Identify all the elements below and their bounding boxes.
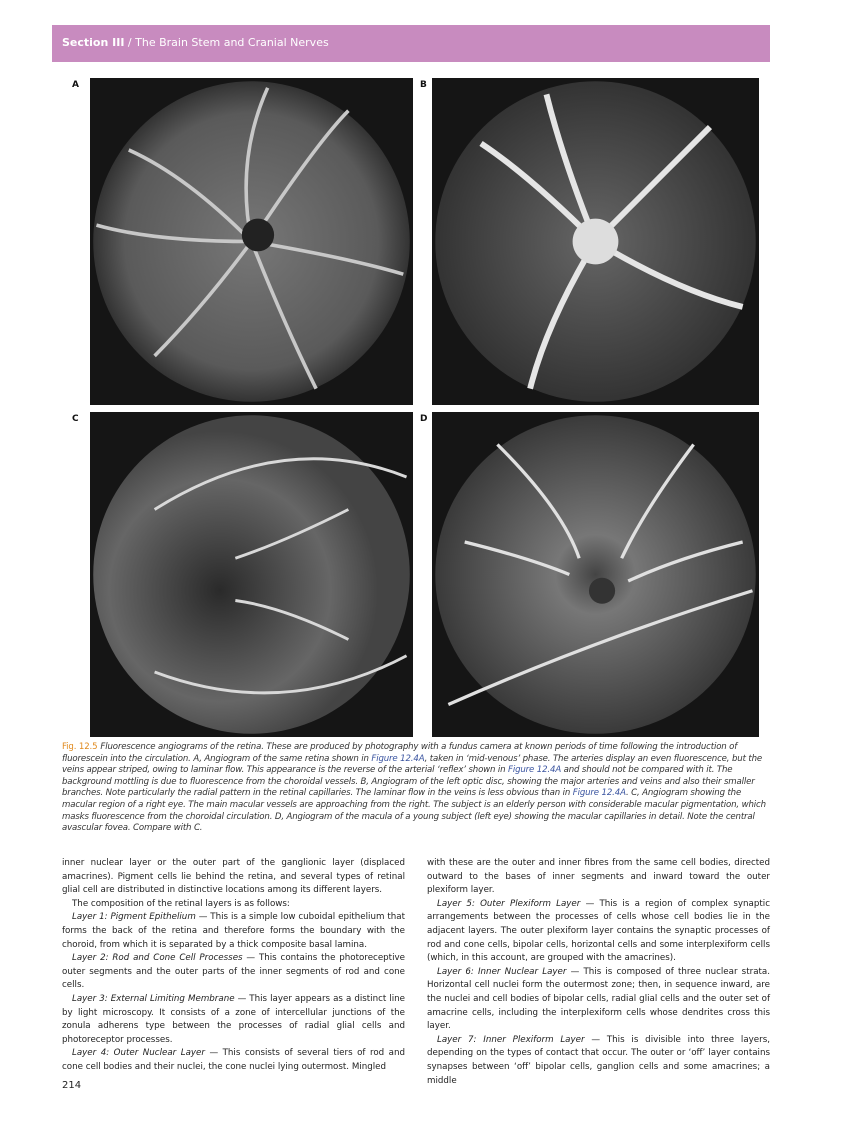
figure-link[interactable]: Figure 12.4A: [371, 753, 425, 764]
layer-title: Layer 4: Outer Nuclear Layer: [72, 1048, 205, 1059]
panel-label-b: B: [420, 80, 427, 90]
angiogram-a: [90, 78, 413, 405]
figure-number: Fig. 12.5: [62, 742, 98, 752]
paragraph-layer-2: [62, 952, 405, 993]
figure-caption: [62, 742, 767, 835]
running-header: [52, 25, 770, 62]
paragraph-layer-6: [427, 966, 770, 1034]
layer-text: — This consists of several tiers of rod and cone cell bodies and their nuclei, the cone nuclei lying outermost. Mingled: [62, 1048, 405, 1072]
layer-text: — This contains the photoreceptive outer segments and the outer parts of the inner segments of rod and cone cells.: [62, 953, 405, 991]
paragraph-layer-5: [427, 898, 770, 966]
panel-label-c: C: [72, 414, 79, 424]
paragraph-layer-1: [62, 911, 405, 952]
paragraph: with these are the outer and inner fibres from the same cell bodies, directed outward to the bases of inner segments and inward toward the outer plexiform layer.: [427, 858, 770, 896]
section-label: Section III: [62, 36, 125, 49]
header-separator: /: [124, 36, 136, 49]
layer-text: — This is a simple low cuboidal epithelium that forms the back of the retina and therefore forms the boundary with the choroid, from which it is separated by a thick composite basal lamina.: [62, 912, 405, 950]
caption-text: . C, Angiogram showing the macular region of a right eye. The main macular vessels are approaching from the right. The subject is an elderly person with considerable macular pigmentation, which masks fluorescence from the choroidal circulation. D, Angiogram of the macula of a young subject (left eye) showing the macular capillaries in detail. Note the central avascular fovea. Compare with C.: [62, 788, 766, 834]
page-number: 214: [62, 1080, 82, 1091]
paragraph: The composition of the retinal layers is as follows:: [72, 898, 290, 909]
paragraph-layer-4: [62, 1047, 405, 1074]
figure-link[interactable]: Figure 12.4A: [572, 788, 626, 799]
layer-text: — This layer appears as a distinct line by light microscopy. It consists of a zone of intercellular junctions of the zonula adherens type between the processes of radial glial cells and photoreceptor processes.: [62, 993, 405, 1045]
paragraph-layer-7: [427, 1034, 770, 1088]
layer-title: Layer 6: Inner Nuclear Layer: [437, 966, 567, 977]
layer-title: Layer 1: Pigment Epithelium: [72, 912, 196, 923]
angiogram-b: [432, 78, 759, 405]
paragraph: inner nuclear layer or the outer part of the ganglionic layer (displaced amacrines). Pigment cells lie behind the retina, and several types of retinal glial cell are distributed in distinctive locations among its different layers.: [62, 858, 405, 896]
figure-link[interactable]: Figure 12.4A: [508, 765, 562, 776]
section-title: The Brain Stem and Cranial Nerves: [135, 36, 329, 49]
layer-title: Layer 7: Inner Plexiform Layer: [437, 1034, 585, 1045]
layer-text: — This is a region of complex synaptic arrangements between the processes of cells whose cell bodies lie in the adjacent layers. The outer plexiform layer contains the synaptic processes of rod and cone cells, bipolar cells, horizontal cells and some interplexiform cells (which, in this account, are grouped with the amacrines).: [427, 898, 770, 964]
angiogram-c: [90, 412, 413, 737]
layer-text: — This is composed of three nuclear strata. Horizontal cell nuclei form the outermost zone; then, in sequence inward, are the nuclei and cell bodies of bipolar cells, radial glial cells and the outer set of amacrine cells, including the interplexiform cells whose dendrites cross this layer.: [427, 966, 771, 1032]
body-column-right: [427, 857, 770, 1088]
caption-text: , taken in ‘mid-venous’ phase. The arteries display an even fluorescence, but the veins appear striped, owing to laminar flow. This appearance is the reverse of the arterial ‘reflex’ shown in: [62, 753, 763, 776]
body-column-left: [62, 857, 405, 1075]
caption-text: and should not be compared with it. The background mottling is due to fluorescence from the choroidal vessels. B, Angiogram of the left optic disc, showing the major arteries and veins and also their smaller branches. Note particularly the radial pattern in the retinal capillaries. The laminar flow in the veins is less obvious than in: [62, 765, 755, 799]
layer-title: Layer 2: Rod and Cone Cell Processes: [72, 953, 243, 964]
angiogram-d: [432, 412, 759, 737]
layer-title: Layer 5: Outer Plexiform Layer: [437, 898, 581, 909]
caption-text: Fluorescence angiograms of the retina. These are produced by photography with a fundus camera at known periods of time following the introduction of fluorescein into the circulation. A, Angiogram of the same retina shown in: [62, 742, 738, 764]
paragraph-layer-3: [62, 993, 405, 1047]
layer-text: — This is divisible into three layers, depending on the types of contact that occur. The outer or ‘off’ layer contains synapses between ‘off’ bipolar cells, ganglion cells and some amacrines; a middle: [427, 1034, 770, 1086]
layer-title: Layer 3: External Limiting Membrane: [72, 993, 235, 1004]
panel-label-d: D: [420, 414, 428, 424]
panel-label-a: A: [72, 80, 79, 90]
